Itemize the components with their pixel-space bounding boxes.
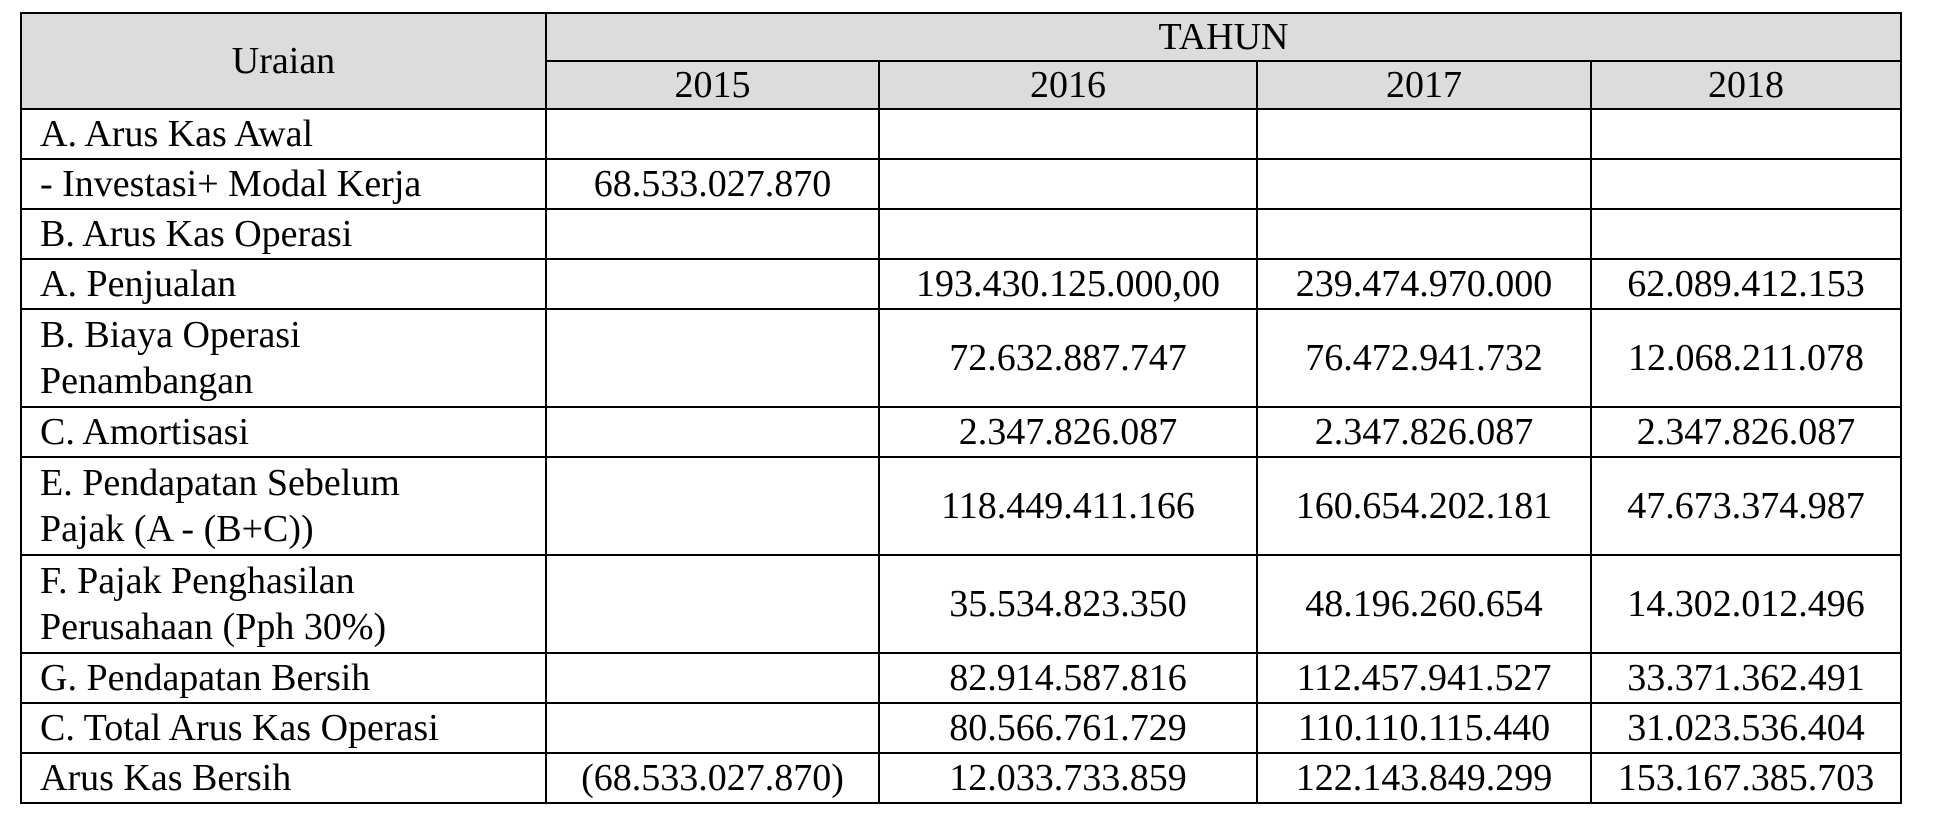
cell-2016: 82.914.587.816 bbox=[879, 653, 1257, 703]
table-row-arus-kas-operasi bbox=[21, 209, 1901, 259]
cell-2017: 110.110.115.440 bbox=[1257, 703, 1591, 753]
cell-2017: 2.347.826.087 bbox=[1257, 407, 1591, 457]
table-row-pendapatan-sebelum-pajak bbox=[21, 457, 1901, 555]
row-label: C. Total Arus Kas Operasi bbox=[21, 703, 546, 753]
cell-2016: 35.534.823.350 bbox=[879, 555, 1257, 653]
cell-2016 bbox=[879, 109, 1257, 159]
cell-2016: 12.033.733.859 bbox=[879, 753, 1257, 803]
row-label: G. Pendapatan Bersih bbox=[21, 653, 546, 703]
cell-2018 bbox=[1591, 209, 1901, 259]
header-year-2017: 2017 bbox=[1257, 61, 1591, 109]
cell-2018 bbox=[1591, 159, 1901, 209]
cell-2018: 14.302.012.496 bbox=[1591, 555, 1901, 653]
row-label: F. Pajak Penghasilan Perusahaan (Pph 30%) bbox=[21, 555, 546, 653]
cell-2018 bbox=[1591, 109, 1901, 159]
cell-2017: 239.474.970.000 bbox=[1257, 259, 1591, 309]
row-label: A. Arus Kas Awal bbox=[21, 109, 546, 159]
cell-2018: 47.673.374.987 bbox=[1591, 457, 1901, 555]
header-tahun: TAHUN bbox=[546, 13, 1901, 61]
row-label: E. Pendapatan Sebelum Pajak (A - (B+C)) bbox=[21, 457, 546, 555]
cell-2015 bbox=[546, 109, 879, 159]
cell-2015 bbox=[546, 457, 879, 555]
cell-2016: 193.430.125.000,00 bbox=[879, 259, 1257, 309]
cell-2017 bbox=[1257, 159, 1591, 209]
table-row-pajak-penghasilan bbox=[21, 555, 1901, 653]
cell-2018: 33.371.362.491 bbox=[1591, 653, 1901, 703]
table-row-penjualan bbox=[21, 259, 1901, 309]
table-row-pendapatan-bersih bbox=[21, 653, 1901, 703]
cell-2017 bbox=[1257, 209, 1591, 259]
row-label: A. Penjualan bbox=[21, 259, 546, 309]
cell-2016: 118.449.411.166 bbox=[879, 457, 1257, 555]
row-label: B. Arus Kas Operasi bbox=[21, 209, 546, 259]
cell-2018: 153.167.385.703 bbox=[1591, 753, 1901, 803]
cell-2015: 68.533.027.870 bbox=[546, 159, 879, 209]
header-year-2018: 2018 bbox=[1591, 61, 1901, 109]
cash-flow-table bbox=[20, 12, 1902, 804]
table-row-amortisasi bbox=[21, 407, 1901, 457]
header-uraian: Uraian bbox=[21, 13, 546, 109]
cell-2015 bbox=[546, 209, 879, 259]
cell-2016 bbox=[879, 159, 1257, 209]
row-label: B. Biaya Operasi Penambangan bbox=[21, 309, 546, 407]
cell-2015: (68.533.027.870) bbox=[546, 753, 879, 803]
cell-2015 bbox=[546, 407, 879, 457]
header-year-2016: 2016 bbox=[879, 61, 1257, 109]
cell-2015 bbox=[546, 555, 879, 653]
cell-2015 bbox=[546, 309, 879, 407]
cell-2017: 122.143.849.299 bbox=[1257, 753, 1591, 803]
cell-2016 bbox=[879, 209, 1257, 259]
cell-2017: 48.196.260.654 bbox=[1257, 555, 1591, 653]
table-body bbox=[21, 109, 1901, 803]
cell-2017: 160.654.202.181 bbox=[1257, 457, 1591, 555]
table-row-investasi-modal-kerja bbox=[21, 159, 1901, 209]
table-header bbox=[21, 13, 1901, 109]
cell-2015 bbox=[546, 653, 879, 703]
table-row-biaya-operasi bbox=[21, 309, 1901, 407]
table-row-arus-kas-awal bbox=[21, 109, 1901, 159]
cell-2017: 76.472.941.732 bbox=[1257, 309, 1591, 407]
row-label: C. Amortisasi bbox=[21, 407, 546, 457]
cell-2015 bbox=[546, 259, 879, 309]
cell-2017: 112.457.941.527 bbox=[1257, 653, 1591, 703]
header-row-top bbox=[21, 13, 1901, 61]
table-row-arus-kas-bersih bbox=[21, 753, 1901, 803]
cell-2018: 62.089.412.153 bbox=[1591, 259, 1901, 309]
cell-2017 bbox=[1257, 109, 1591, 159]
cell-2018: 31.023.536.404 bbox=[1591, 703, 1901, 753]
cell-2016: 72.632.887.747 bbox=[879, 309, 1257, 407]
table-row-total-arus-kas-operasi bbox=[21, 703, 1901, 753]
cell-2018: 12.068.211.078 bbox=[1591, 309, 1901, 407]
row-label: - Investasi+ Modal Kerja bbox=[21, 159, 546, 209]
header-year-2015: 2015 bbox=[546, 61, 879, 109]
cell-2016: 2.347.826.087 bbox=[879, 407, 1257, 457]
cell-2018: 2.347.826.087 bbox=[1591, 407, 1901, 457]
cell-2015 bbox=[546, 703, 879, 753]
cell-2016: 80.566.761.729 bbox=[879, 703, 1257, 753]
row-label: Arus Kas Bersih bbox=[21, 753, 546, 803]
